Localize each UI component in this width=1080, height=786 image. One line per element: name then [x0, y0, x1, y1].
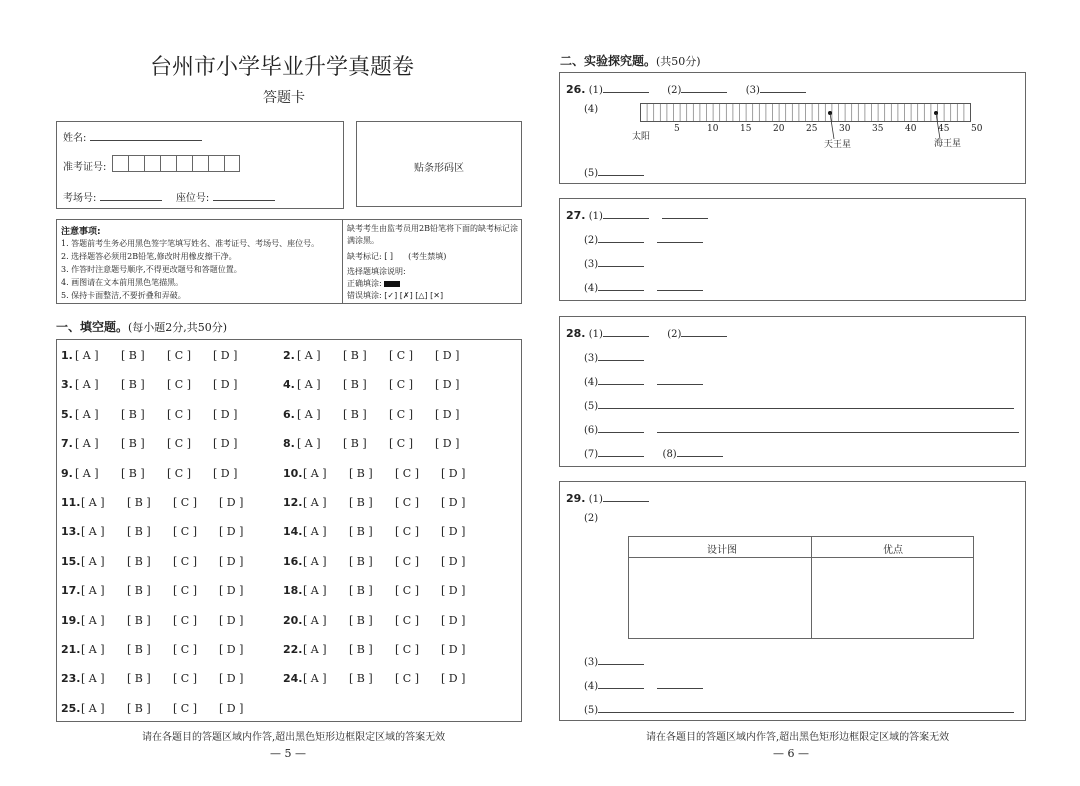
option-a-bubble[interactable]: [ A ] [81, 496, 105, 509]
option-b-bubble[interactable]: [ B ] [127, 613, 151, 627]
answer-blank[interactable] [662, 206, 708, 219]
notes-box [56, 219, 522, 304]
notes-heading: 注意事项: [61, 227, 101, 237]
absent-instructions: 缺考考生由监考员用2B铅笔将下面的缺考标记涂满涂黑。 [347, 224, 518, 245]
answer-blank[interactable] [603, 324, 649, 337]
choice-question-row [283, 378, 493, 394]
scale-tick-label: 25 [806, 124, 818, 134]
option-b-bubble[interactable]: [ B ] [121, 466, 145, 480]
option-d-bubble[interactable]: [ D ] [435, 407, 460, 421]
option-a-bubble[interactable]: [ A ] [297, 437, 321, 451]
choice-question-row [283, 525, 493, 541]
answer-blank[interactable] [598, 444, 644, 457]
absent-mark-label: 缺考标记: [347, 252, 382, 261]
option-a-bubble[interactable]: [ A ] [81, 613, 105, 627]
option-a-bubble[interactable]: [ A ] [81, 672, 105, 686]
option-a-bubble[interactable]: [ A ] [81, 584, 105, 598]
option-d-bubble[interactable]: [ D ] [219, 643, 244, 656]
option-d-bubble[interactable]: [ D ] [441, 525, 466, 539]
option-b-bubble[interactable]: [ B ] [343, 407, 367, 421]
question-number: 5. [61, 407, 73, 421]
option-b-bubble[interactable]: [ B ] [349, 496, 373, 509]
option-b-bubble[interactable]: [ B ] [121, 378, 145, 392]
option-b-bubble[interactable]: [ B ] [127, 496, 151, 509]
option-a-bubble[interactable]: [ A ] [81, 525, 105, 539]
scale-tick-label: 35 [872, 124, 884, 134]
option-d-bubble[interactable]: [ D ] [441, 643, 466, 656]
part-label: (3) [745, 85, 760, 96]
question-28-box [559, 316, 1026, 467]
part-label: (1) [588, 211, 603, 222]
answer-blank[interactable] [598, 652, 644, 665]
option-a-bubble[interactable]: [ A ] [303, 613, 327, 627]
choice-question-row [61, 496, 271, 512]
option-b-bubble[interactable]: [ B ] [349, 643, 373, 656]
option-b-bubble[interactable]: [ B ] [121, 437, 145, 451]
choice-question-row [283, 408, 493, 424]
answer-blank[interactable] [598, 372, 644, 385]
page-number: — 5 — [270, 747, 306, 760]
option-c-bubble[interactable]: [ C ] [389, 437, 413, 451]
choice-question-row [61, 702, 271, 718]
page-subtitle: 答题卡 [263, 90, 305, 106]
question-number: 10. [283, 466, 303, 480]
question-29-box [559, 481, 1026, 721]
multiple-choice-box [56, 339, 522, 722]
question-27-box [559, 198, 1026, 301]
choice-question-row [283, 496, 493, 512]
scale-tick-label: 5 [674, 124, 680, 134]
part-label: (4) [584, 681, 599, 692]
part-label: (4) [584, 283, 599, 294]
question-number: 3. [61, 378, 73, 392]
option-c-bubble[interactable]: [ C ] [173, 643, 197, 656]
option-a-bubble[interactable]: [ A ] [81, 554, 105, 568]
question-number: 15. [61, 554, 81, 568]
option-c-bubble[interactable]: [ C ] [395, 584, 419, 598]
option-c-bubble[interactable]: [ C ] [167, 349, 191, 362]
exam-room-label: 考场号: [63, 193, 97, 204]
option-d-bubble[interactable]: [ D ] [219, 496, 244, 509]
answer-blank[interactable] [657, 278, 703, 291]
option-b-bubble[interactable]: [ B ] [343, 437, 367, 451]
option-b-bubble[interactable]: [ B ] [127, 584, 151, 598]
note-item: 5. 保持卡面整洁,不要折叠和弄破。 [61, 291, 186, 300]
option-c-bubble[interactable]: [ C ] [389, 349, 413, 362]
question-number: 23. [61, 672, 81, 686]
option-a-bubble[interactable]: [ A ] [75, 466, 99, 480]
option-b-bubble[interactable]: [ B ] [343, 378, 367, 392]
option-a-bubble[interactable]: [ A ] [81, 643, 105, 656]
option-c-bubble[interactable]: [ C ] [395, 466, 419, 480]
option-d-bubble[interactable]: [ D ] [441, 584, 466, 598]
question-number: 7. [61, 437, 73, 451]
note-item: 3. 作答时注意题号顺序,不得更改题号和答题位置。 [61, 265, 242, 274]
question-number: 4. [283, 378, 295, 392]
option-a-bubble[interactable]: [ A ] [297, 407, 321, 421]
question-number: 14. [283, 525, 303, 539]
scale-tick-label: 45 [938, 124, 950, 134]
answer-blank[interactable] [657, 372, 703, 385]
page-number: — 6 — [773, 747, 809, 760]
option-d-bubble[interactable]: [ D ] [213, 349, 238, 362]
answer-blank[interactable] [598, 348, 644, 361]
option-c-bubble[interactable]: [ C ] [395, 672, 419, 686]
option-b-bubble[interactable]: [ B ] [121, 407, 145, 421]
scale-tick-label: 50 [971, 124, 983, 134]
option-d-bubble[interactable]: [ D ] [219, 672, 244, 686]
part-label: (1) [588, 85, 603, 96]
question-number: 29. [566, 492, 586, 505]
option-d-bubble[interactable]: [ D ] [441, 672, 466, 686]
student-info-box [56, 121, 344, 209]
barcode-area [356, 121, 522, 207]
scale-tick-label: 10 [707, 124, 719, 134]
option-d-bubble[interactable]: [ D ] [441, 496, 466, 509]
option-d-bubble[interactable]: [ D ] [441, 554, 466, 568]
option-c-bubble[interactable]: [ C ] [173, 525, 197, 539]
part-label: (7) [584, 449, 599, 460]
option-d-bubble[interactable]: [ D ] [213, 466, 238, 480]
name-field[interactable] [90, 128, 202, 141]
scale-tick-label: 15 [740, 124, 752, 134]
choice-question-row [61, 467, 271, 483]
option-a-bubble[interactable]: [ A ] [297, 378, 321, 392]
name-label: 姓名: [63, 133, 87, 144]
question-number: 26. [566, 83, 586, 96]
question-number: 19. [61, 613, 81, 627]
part-label: (8) [662, 449, 677, 460]
option-c-bubble[interactable]: [ C ] [395, 525, 419, 539]
option-a-bubble[interactable]: [ A ] [75, 407, 99, 421]
option-b-bubble[interactable]: [ B ] [349, 525, 373, 539]
choice-question-row [61, 643, 271, 659]
choice-question-row [61, 408, 271, 424]
option-d-bubble[interactable]: [ D ] [213, 407, 238, 421]
design-drawing-cell[interactable] [629, 558, 810, 638]
option-a-bubble[interactable]: [ A ] [303, 466, 327, 480]
page-title: 台州市小学毕业升学真题卷 [150, 55, 415, 80]
question-number: 28. [566, 327, 586, 340]
question-number: 25. [61, 701, 81, 715]
note-item: 1. 答题前考生务必用黑色签字笔填写姓名、准考证号、考场号、座位号。 [61, 239, 320, 248]
answer-blank[interactable] [657, 420, 1019, 433]
correct-fill-label: 正确填涂: [347, 279, 382, 288]
option-a-bubble[interactable]: [ A ] [75, 437, 99, 451]
option-b-bubble[interactable]: [ B ] [121, 349, 145, 362]
option-b-bubble[interactable]: [ B ] [127, 525, 151, 539]
note-item: 4. 画图请在文本前用黑色笔描黑。 [61, 278, 184, 287]
option-c-bubble[interactable]: [ C ] [173, 496, 197, 509]
answer-blank[interactable] [681, 80, 727, 93]
answer-blank[interactable] [657, 676, 703, 689]
wrong-fill-samples: [✓] [✗] [△] [✕] [384, 291, 444, 300]
option-d-bubble[interactable]: [ D ] [213, 378, 238, 392]
section1-title: 一、填空题。 [56, 320, 129, 334]
answer-blank[interactable] [603, 80, 649, 93]
option-a-bubble[interactable]: [ A ] [303, 672, 327, 686]
part-label: (3) [584, 259, 599, 270]
choice-question-row [283, 643, 493, 659]
question-number: 16. [283, 554, 303, 568]
part-label: (4) [584, 104, 599, 115]
question-number: 24. [283, 672, 303, 686]
option-c-bubble[interactable]: [ C ] [167, 378, 191, 392]
section2-title: 二、实验探究题。 [560, 54, 657, 68]
option-b-bubble[interactable]: [ B ] [127, 672, 151, 686]
answer-blank[interactable] [598, 700, 1014, 713]
scale-tick-label: 40 [905, 124, 917, 134]
choice-question-row [283, 349, 493, 365]
choice-question-row [283, 437, 493, 453]
option-c-bubble[interactable]: [ C ] [395, 496, 419, 509]
option-d-bubble[interactable]: [ D ] [219, 701, 244, 715]
option-d-bubble[interactable]: [ D ] [219, 584, 244, 598]
option-c-bubble[interactable]: [ C ] [389, 378, 413, 392]
option-a-bubble[interactable]: [ A ] [297, 349, 321, 362]
choice-question-row [61, 672, 271, 688]
part-label: (2) [667, 329, 682, 340]
part-label: (5) [584, 401, 599, 412]
option-b-bubble[interactable]: [ B ] [343, 349, 367, 362]
option-d-bubble[interactable]: [ D ] [219, 525, 244, 539]
question-number: 6. [283, 407, 295, 421]
question-26-box [559, 72, 1026, 184]
option-a-bubble[interactable]: [ A ] [75, 349, 99, 362]
answer-blank[interactable] [598, 420, 644, 433]
option-c-bubble[interactable]: [ C ] [167, 466, 191, 480]
choice-question-row [283, 584, 493, 600]
scale-tick-label: 30 [839, 124, 851, 134]
answer-blank[interactable] [598, 396, 1014, 409]
option-c-bubble[interactable]: [ C ] [395, 643, 419, 656]
choice-question-row [283, 672, 493, 688]
answer-blank[interactable] [760, 80, 806, 93]
answer-blank[interactable] [598, 278, 644, 291]
option-b-bubble[interactable]: [ B ] [349, 672, 373, 686]
option-c-bubble[interactable]: [ C ] [167, 437, 191, 451]
question-number: 20. [283, 613, 303, 627]
option-d-bubble[interactable]: [ D ] [435, 378, 460, 392]
answer-blank[interactable] [677, 444, 723, 457]
answer-blank[interactable] [603, 489, 649, 502]
design-column-header: 设计图 [707, 545, 737, 556]
question-number: 12. [283, 496, 303, 509]
note-item: 2. 选择题答必须用2B铅笔,修改时用橡皮擦干净。 [61, 252, 237, 261]
option-a-bubble[interactable]: [ A ] [81, 701, 105, 715]
option-c-bubble[interactable]: [ C ] [173, 584, 197, 598]
answer-blank[interactable] [603, 206, 649, 219]
part-label: (2) [584, 235, 599, 246]
question-number: 18. [283, 584, 303, 598]
option-a-bubble[interactable]: [ A ] [75, 378, 99, 392]
option-d-bubble[interactable]: [ D ] [219, 554, 244, 568]
part-label: (3) [584, 353, 599, 364]
option-b-bubble[interactable]: [ B ] [349, 554, 373, 568]
option-d-bubble[interactable]: [ D ] [435, 437, 460, 451]
answer-blank[interactable] [598, 676, 644, 689]
question-number: 13. [61, 525, 81, 539]
choice-question-row [61, 614, 271, 630]
question-number: 1. [61, 349, 73, 362]
question-number: 17. [61, 584, 81, 598]
design-table [628, 536, 974, 639]
seat-label: 座位号: [175, 193, 210, 204]
option-a-bubble[interactable]: [ A ] [303, 496, 327, 509]
page-footer-note: 请在各题目的答题区域内作答,超出黑色矩形边框限定区域的答案无效 [142, 732, 446, 743]
part-label: (5) [584, 168, 599, 179]
part-label: (2) [584, 513, 599, 524]
part-label: (4) [584, 377, 599, 388]
option-c-bubble[interactable]: [ C ] [167, 407, 191, 421]
choice-question-row [61, 584, 271, 600]
question-number: 21. [61, 643, 81, 656]
choice-question-row [61, 349, 271, 365]
option-d-bubble[interactable]: [ D ] [441, 466, 466, 480]
option-b-bubble[interactable]: [ B ] [349, 613, 373, 627]
option-c-bubble[interactable]: [ C ] [173, 554, 197, 568]
question-number: 11. [61, 496, 81, 509]
question-number: 27. [566, 209, 586, 222]
part-label: (5) [584, 705, 599, 716]
option-c-bubble[interactable]: [ C ] [389, 407, 413, 421]
answer-blank[interactable] [598, 163, 644, 176]
option-c-bubble[interactable]: [ C ] [395, 554, 419, 568]
option-c-bubble[interactable]: [ C ] [173, 701, 197, 715]
advantages-column-header: 优点 [883, 545, 903, 556]
sun-label: 太阳 [632, 132, 651, 142]
scale-tick-label: 20 [773, 124, 785, 134]
option-b-bubble[interactable]: [ B ] [349, 466, 373, 480]
part-label: (6) [584, 425, 599, 436]
option-a-bubble[interactable]: [ A ] [303, 525, 327, 539]
option-d-bubble[interactable]: [ D ] [435, 349, 460, 362]
question-number: 8. [283, 437, 295, 451]
section1-description: (每小题2分,共50分) [128, 321, 228, 334]
option-c-bubble[interactable]: [ C ] [395, 613, 419, 627]
choice-question-row [61, 437, 271, 453]
choice-question-row [61, 525, 271, 541]
absent-mark-box[interactable]: [ ] [384, 252, 394, 261]
option-d-bubble[interactable]: [ D ] [213, 437, 238, 451]
choice-question-row [283, 555, 493, 571]
part-label: (1) [588, 494, 603, 505]
question-number: 9. [61, 466, 73, 480]
option-b-bubble[interactable]: [ B ] [127, 554, 151, 568]
wrong-fill-label: 错误填涂: [347, 291, 382, 300]
part-label: (2) [667, 85, 682, 96]
option-a-bubble[interactable]: [ A ] [303, 643, 327, 656]
answer-blank[interactable] [657, 230, 703, 243]
correct-fill-sample [384, 281, 400, 287]
choice-question-row [61, 555, 271, 571]
barcode-label: 贴条形码区 [414, 163, 464, 174]
uranus-label: 天王星 [824, 140, 852, 150]
part-label: (1) [588, 329, 603, 340]
option-c-bubble[interactable]: [ C ] [173, 613, 197, 627]
exam-number-boxes[interactable] [112, 155, 240, 177]
option-c-bubble[interactable]: [ C ] [173, 672, 197, 686]
absent-mark-note: (考生禁填) [408, 252, 447, 261]
part-label: (3) [584, 657, 599, 668]
option-b-bubble[interactable]: [ B ] [127, 701, 151, 715]
choice-question-row [283, 467, 493, 483]
option-b-bubble[interactable]: [ B ] [349, 584, 373, 598]
option-b-bubble[interactable]: [ B ] [127, 643, 151, 656]
answer-blank[interactable] [598, 254, 644, 267]
answer-blank[interactable] [681, 324, 727, 337]
neptune-label: 海王星 [934, 139, 962, 149]
choice-question-row [61, 378, 271, 394]
question-number: 2. [283, 349, 295, 362]
exam-number-label: 准考证号: [63, 162, 107, 173]
seat-field[interactable] [213, 188, 275, 201]
option-a-bubble[interactable]: [ A ] [303, 584, 327, 598]
option-a-bubble[interactable]: [ A ] [303, 554, 327, 568]
exam-room-field[interactable] [100, 188, 162, 201]
option-d-bubble[interactable]: [ D ] [441, 613, 466, 627]
question-number: 22. [283, 643, 303, 656]
option-d-bubble[interactable]: [ D ] [219, 613, 244, 627]
choice-question-row [283, 614, 493, 630]
fill-instructions-heading: 选择题填涂说明: [347, 267, 406, 276]
page-footer-note: 请在各题目的答题区域内作答,超出黑色矩形边框限定区域的答案无效 [646, 732, 950, 743]
advantages-cell[interactable] [812, 558, 973, 638]
answer-blank[interactable] [598, 230, 644, 243]
section2-description: (共50分) [656, 55, 701, 68]
